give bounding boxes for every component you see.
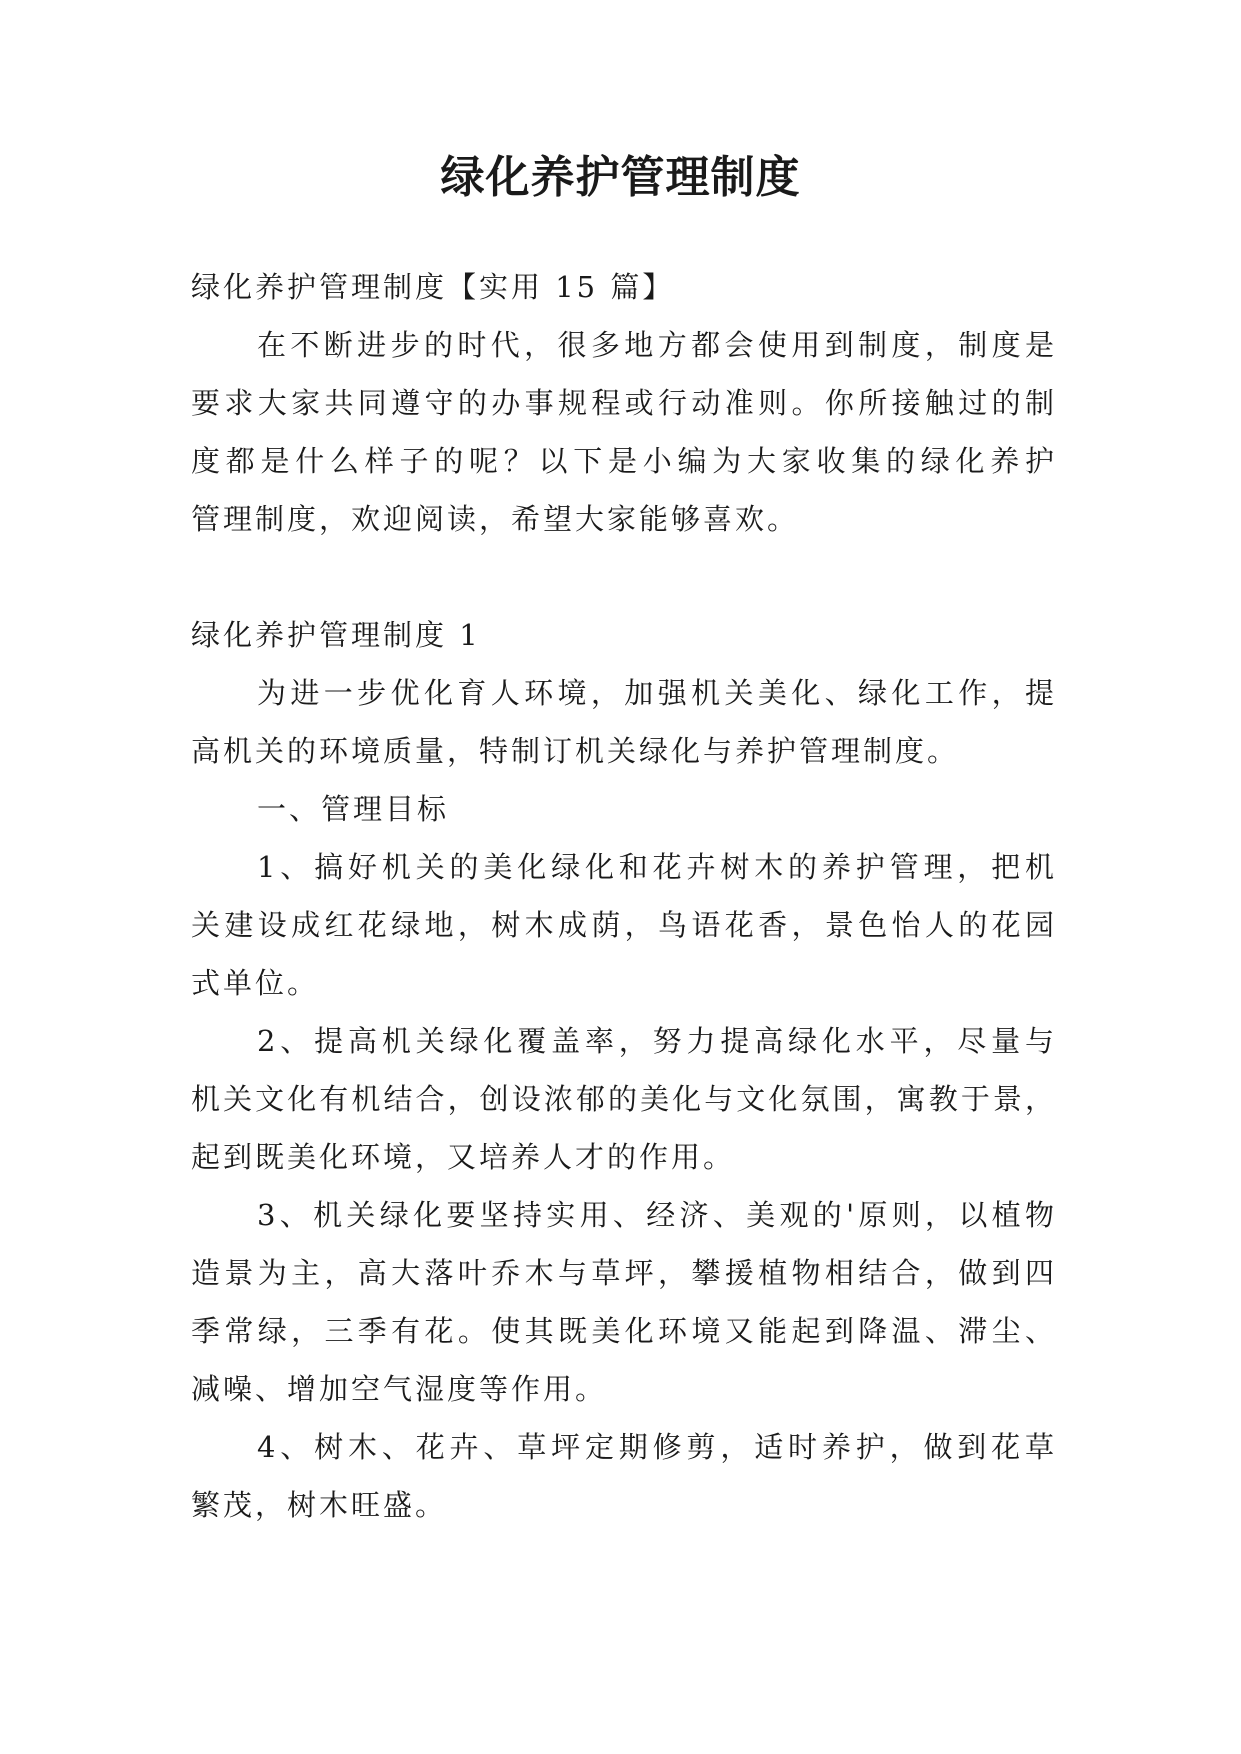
intro-line: 度都是什么样子的呢？以下是小编为大家收集的绿化养护 <box>191 444 1057 478</box>
goal-heading: 一、管理目标 <box>257 792 450 826</box>
document-subtitle: 绿化养护管理制度【实用 15 篇】 <box>191 270 675 304</box>
intro-line: 管理制度，欢迎阅读，希望大家能够喜欢。 <box>191 502 800 536</box>
paragraph-spacer <box>191 548 1057 606</box>
item-line: 繁茂，树木旺盛。 <box>191 1488 448 1522</box>
section-heading: 绿化养护管理制度 1 <box>191 618 481 652</box>
item-line: 季常绿，三季有花。使其既美化环境又能起到降温、滞尘、 <box>191 1314 1057 1348</box>
intro-line: 在不断进步的时代，很多地方都会使用到制度，制度是 <box>257 328 1057 362</box>
item-line: 造景为主，高大落叶乔木与草坪，攀援植物相结合，做到四 <box>191 1256 1057 1290</box>
item-line: 关建设成红花绿地，树木成荫，鸟语花香，景色怡人的花园 <box>191 908 1057 942</box>
page-title: 绿化养护管理制度 <box>440 152 801 203</box>
section-intro-line: 为进一步优化育人环境，加强机关美化、绿化工作，提 <box>257 676 1057 710</box>
item-line: 4、树木、花卉、草坪定期修剪，适时养护，做到花草 <box>257 1430 1057 1464</box>
section-intro-line: 高机关的环境质量，特制订机关绿化与养护管理制度。 <box>191 734 960 768</box>
item-line: 2、提高机关绿化覆盖率，努力提高绿化水平，尽量与 <box>257 1024 1057 1058</box>
intro-line: 要求大家共同遵守的办事规程或行动准则。你所接触过的制 <box>191 386 1057 420</box>
item-line: 3、机关绿化要坚持实用、经济、美观的'原则，以植物 <box>257 1198 1057 1232</box>
item-line: 式单位。 <box>191 966 320 1000</box>
item-line: 机关文化有机结合，创设浓郁的美化与文化氛围，寓教于景， <box>191 1082 1057 1116</box>
item-line: 1、搞好机关的美化绿化和花卉树木的养护管理，把机 <box>257 850 1057 884</box>
item-line: 起到既美化环境，又培养人才的作用。 <box>191 1140 736 1174</box>
document-body <box>191 258 1057 1534</box>
item-line: 减噪、增加空气湿度等作用。 <box>191 1372 608 1406</box>
